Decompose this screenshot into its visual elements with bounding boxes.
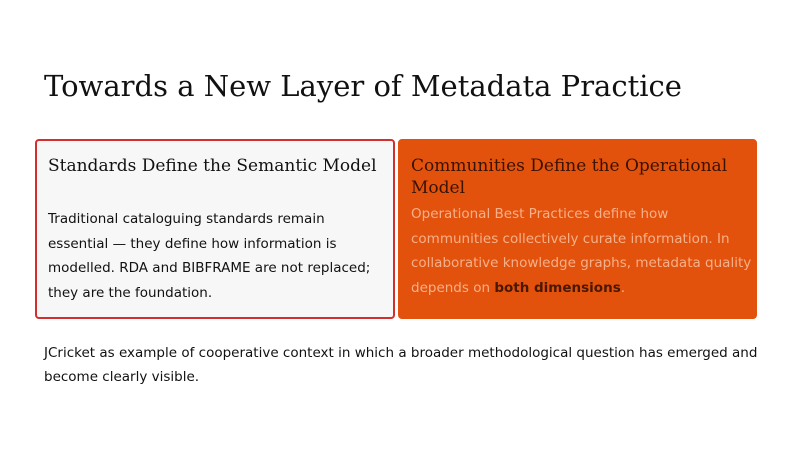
- standards-card-body: Traditional cataloguing standards remain essential — they define how information is modelled. RDA and BIBFRAME are not replaced; they are the foundation.: [48, 211, 371, 301]
- footnote-text: JCricket as example of cooperative context in which a broader methodological question has emerged and become clearly visible.: [44, 345, 758, 385]
- communities-card-emphasis: both dimensions: [494, 279, 621, 296]
- standards-card: [35, 139, 395, 319]
- communities-card-body: [411, 202, 756, 300]
- standards-card-heading: Standards Define the Semantic Model: [48, 156, 377, 176]
- communities-card: [398, 139, 757, 319]
- communities-card-heading: Communities Define the Operational Model: [411, 156, 728, 198]
- communities-card-body-end: .: [620, 279, 626, 296]
- communities-card-body-text: Operational Best Practices define how communities collectively curate information. In collaborative knowledge graphs, metadata quality depends on: [411, 206, 752, 296]
- slide-title: Towards a New Layer of Metadata Practice: [44, 69, 682, 104]
